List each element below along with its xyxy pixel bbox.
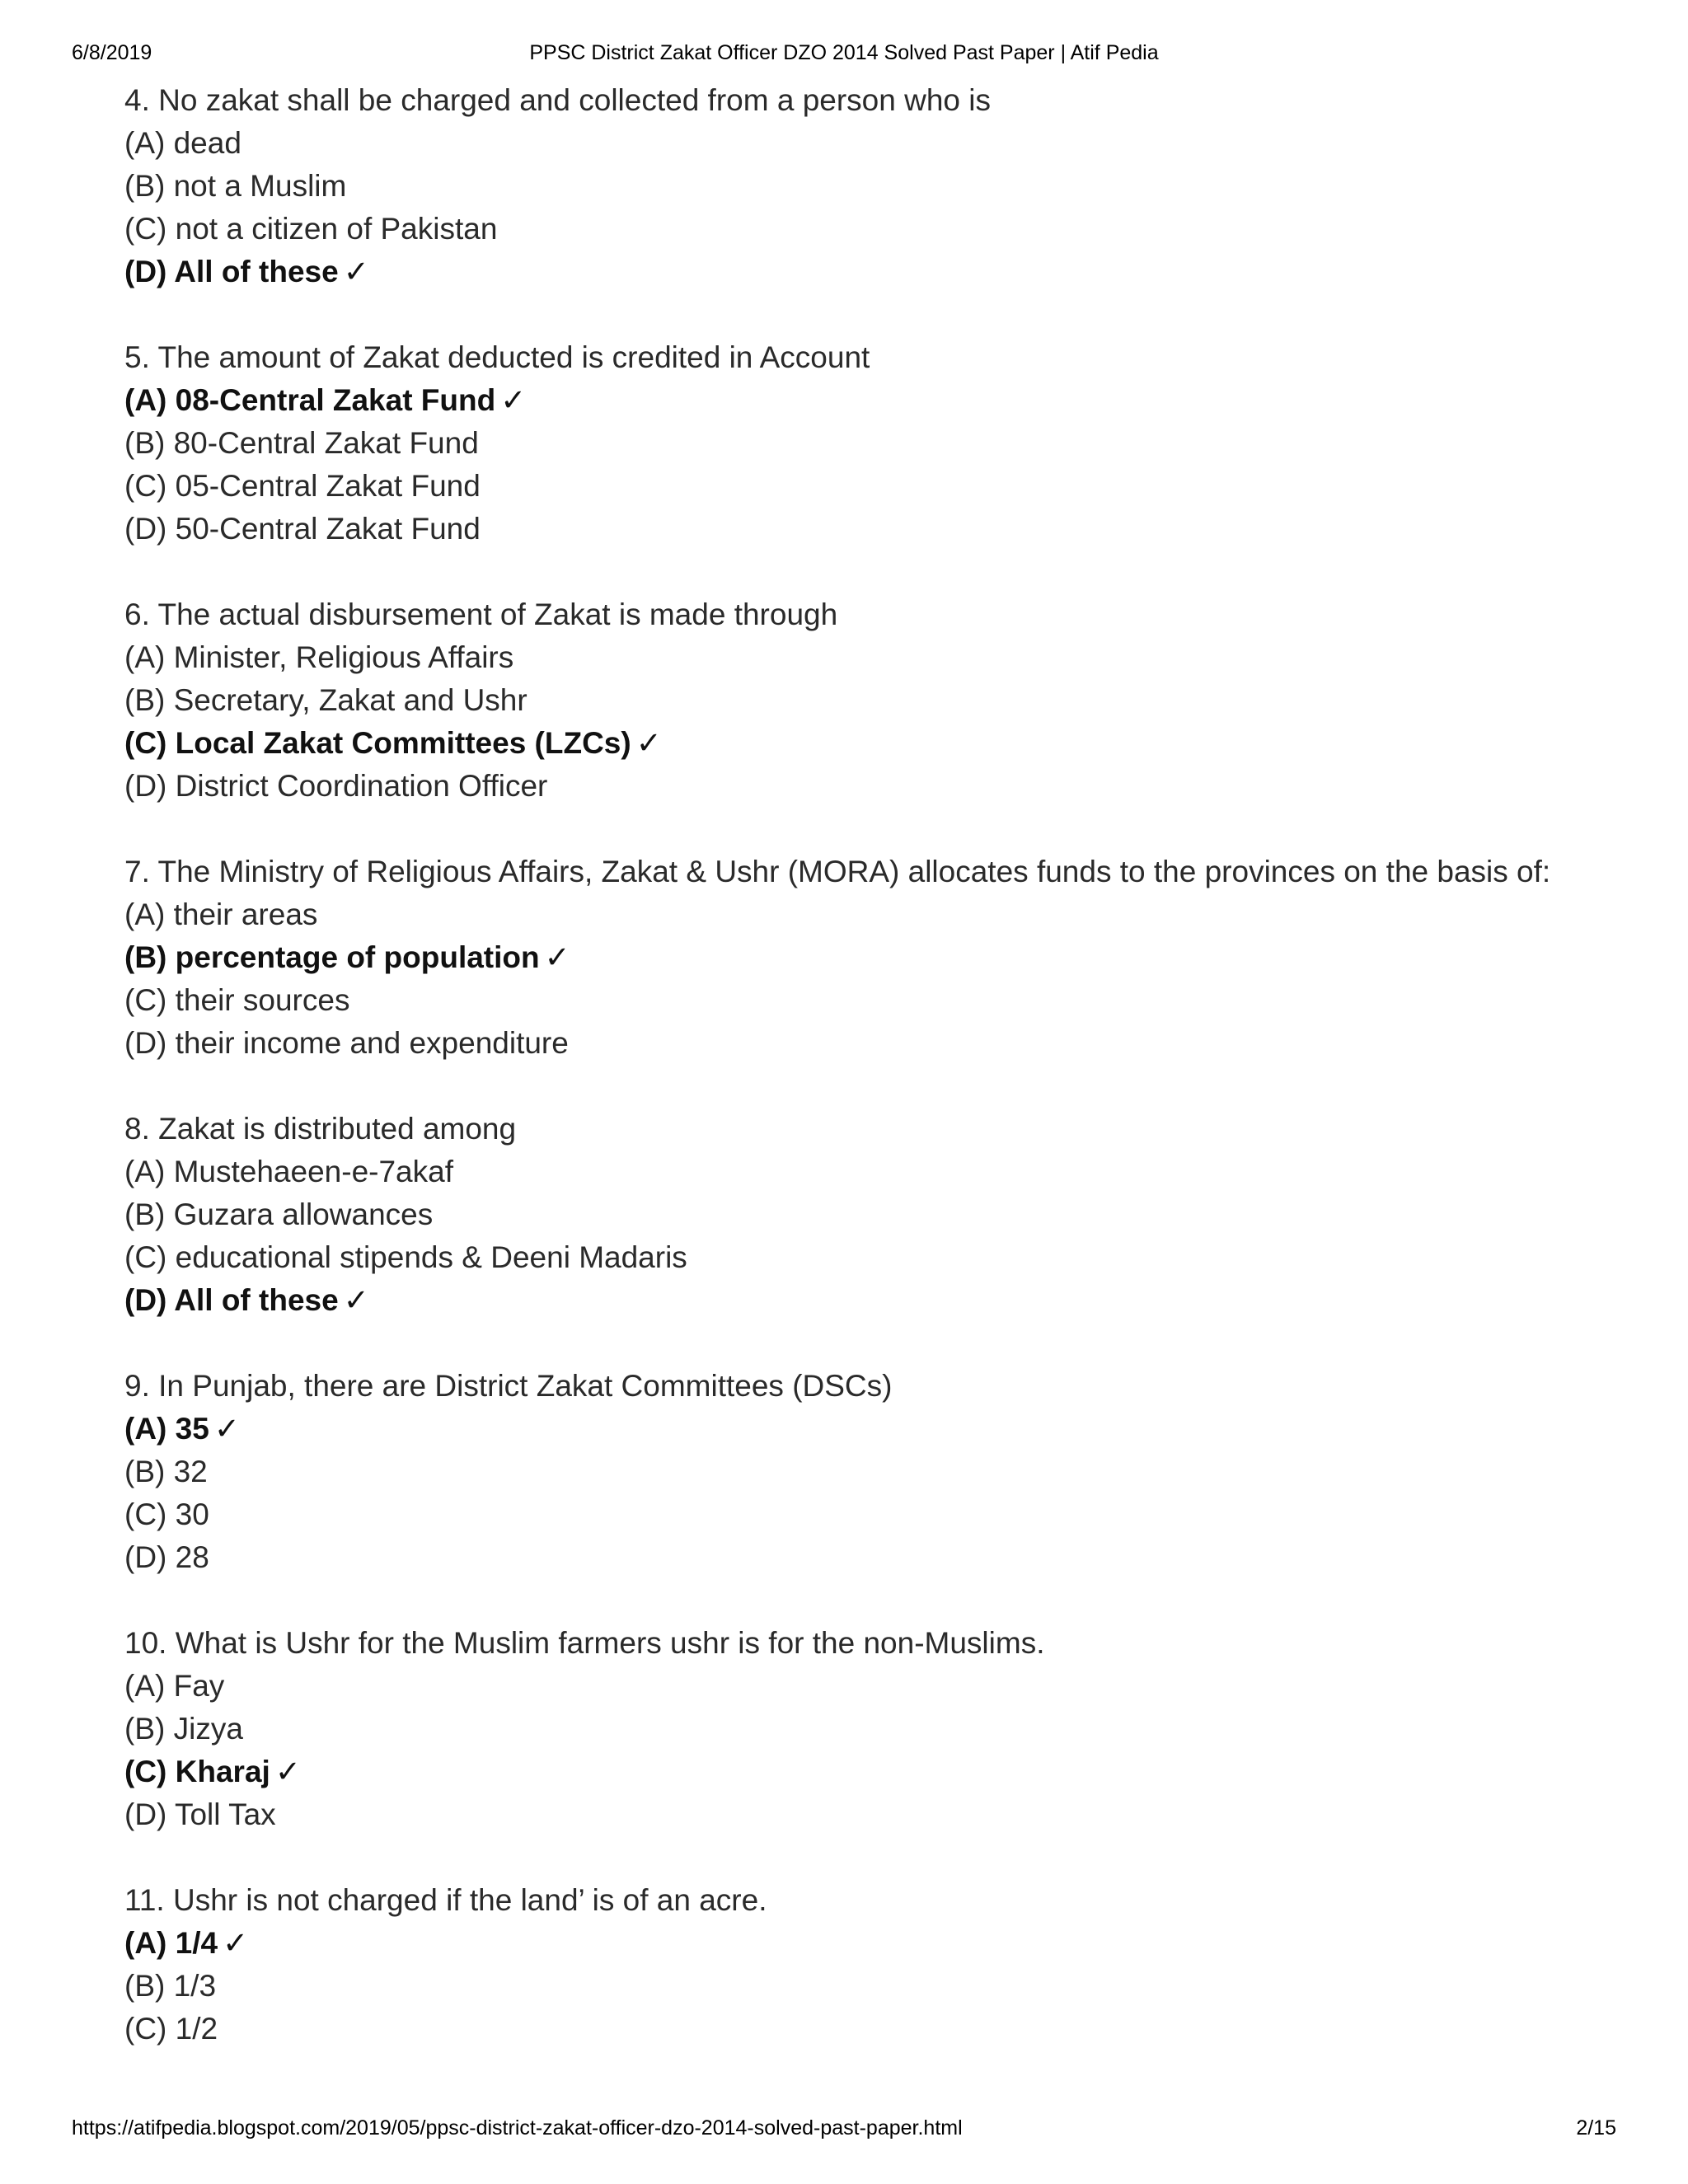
correct-answer-option — [124, 1750, 1608, 1793]
check-mark-icon: ✓ — [343, 255, 369, 288]
option-text: (A) 35 — [124, 1412, 209, 1446]
option-text: (A) Minister, Religious Affairs — [124, 640, 514, 674]
question-text: 9. In Punjab, there are District Zakat Committees (DSCs) — [124, 1369, 893, 1403]
answer-option — [124, 893, 1608, 936]
option-text: (C) their sources — [124, 983, 350, 1017]
print-header — [72, 41, 1616, 74]
option-text: (B) not a Muslim — [124, 169, 347, 203]
option-text: (C) Local Zakat Committees (LZCs) — [124, 726, 631, 760]
answer-option — [124, 1708, 1608, 1750]
answer-option — [124, 1022, 1608, 1065]
answer-option — [124, 122, 1608, 165]
question-block — [124, 79, 1608, 293]
answer-option — [124, 465, 1608, 508]
option-text: (B) 1/3 — [124, 1969, 217, 2003]
question-text: 8. Zakat is distributed among — [124, 1112, 517, 1146]
option-text: (C) 1/2 — [124, 2012, 218, 2046]
option-text: (C) Kharaj — [124, 1755, 270, 1788]
question-block — [124, 1365, 1608, 1579]
question-text: 7. The Ministry of Religious Affairs, Zakat & Ushr (MORA) allocates funds to the provinces on the basis of: — [124, 855, 1551, 888]
option-text: (D) their income and expenditure — [124, 1026, 569, 1060]
answer-option — [124, 1151, 1608, 1193]
check-mark-icon: ✓ — [213, 1412, 240, 1446]
answer-option — [124, 508, 1608, 551]
question-block — [124, 1879, 1608, 2050]
answer-option — [124, 1965, 1608, 2008]
answer-option — [124, 979, 1608, 1022]
option-text: (D) 50-Central Zakat Fund — [124, 512, 481, 546]
answer-option — [124, 679, 1608, 722]
option-text: (B) 80-Central Zakat Fund — [124, 426, 479, 460]
question-text: 5. The amount of Zakat deducted is credited in Account — [124, 340, 870, 374]
option-text: (D) All of these — [124, 1283, 339, 1317]
option-text: (C) 30 — [124, 1497, 209, 1531]
question-text: 6. The actual disbursement of Zakat is made through — [124, 598, 838, 631]
answer-option — [124, 765, 1608, 808]
option-text: (A) Fay — [124, 1669, 225, 1703]
check-mark-icon: ✓ — [223, 1926, 249, 1960]
question-block — [124, 593, 1608, 808]
check-mark-icon: ✓ — [274, 1755, 301, 1788]
correct-answer-option — [124, 1922, 1608, 1965]
option-text: (D) Toll Tax — [124, 1797, 276, 1831]
option-text: (C) 05-Central Zakat Fund — [124, 469, 481, 503]
page-title: PPSC District Zakat Officer DZO 2014 Solved Past Paper | Atif Pedia — [529, 41, 1159, 64]
page-number: 2/15 — [1576, 2116, 1616, 2139]
answer-option — [124, 1493, 1608, 1536]
question-block — [124, 336, 1608, 551]
answer-option — [124, 208, 1608, 251]
question-block — [124, 1622, 1608, 1836]
option-text: (B) 32 — [124, 1455, 208, 1488]
answer-option — [124, 165, 1608, 208]
question-list — [124, 79, 1608, 2093]
question-text: 11. Ushr is not charged if the land’ is of an acre. — [124, 1883, 767, 1917]
option-text: (D) 28 — [124, 1540, 209, 1574]
check-mark-icon: ✓ — [544, 940, 570, 974]
answer-option — [124, 422, 1608, 465]
check-mark-icon: ✓ — [343, 1283, 369, 1317]
correct-answer-option — [124, 1408, 1608, 1451]
check-mark-icon: ✓ — [500, 383, 527, 417]
option-text: (A) their areas — [124, 898, 318, 931]
answer-option — [124, 1665, 1608, 1708]
correct-answer-option — [124, 1279, 1608, 1322]
question-text: 4. No zakat shall be charged and collected from a person who is — [124, 83, 991, 117]
answer-option — [124, 1451, 1608, 1493]
option-text: (D) All of these — [124, 255, 339, 288]
answer-option — [124, 1793, 1608, 1836]
option-text: (A) dead — [124, 126, 241, 160]
question-text: 10. What is Ushr for the Muslim farmers ushr is for the non-Muslims. — [124, 1626, 1045, 1660]
print-date: 6/8/2019 — [72, 41, 152, 64]
option-text: (D) District Coordination Officer — [124, 769, 548, 803]
option-text: (C) not a citizen of Pakistan — [124, 212, 498, 246]
correct-answer-option — [124, 936, 1608, 979]
correct-answer-option — [124, 379, 1608, 422]
option-text: (C) educational stipends & Deeni Madaris — [124, 1240, 687, 1274]
option-text: (A) 1/4 — [124, 1926, 218, 1960]
option-text: (A) Mustehaeen-e-7akaf — [124, 1155, 453, 1188]
check-mark-icon: ✓ — [635, 726, 662, 760]
print-footer — [72, 2116, 1616, 2149]
correct-answer-option — [124, 722, 1608, 765]
option-text: (B) Secretary, Zakat and Ushr — [124, 683, 528, 717]
answer-option — [124, 2008, 1608, 2050]
answer-option — [124, 636, 1608, 679]
answer-option — [124, 1236, 1608, 1279]
question-block — [124, 1108, 1608, 1322]
answer-option — [124, 1193, 1608, 1236]
answer-option — [124, 1536, 1608, 1579]
correct-answer-option — [124, 251, 1608, 293]
option-text: (B) Guzara allowances — [124, 1197, 434, 1231]
option-text: (A) 08-Central Zakat Fund — [124, 383, 496, 417]
question-block — [124, 851, 1608, 1065]
option-text: (B) Jizya — [124, 1712, 243, 1746]
page-url: https://atifpedia.blogspot.com/2019/05/ppsc-district-zakat-officer-dzo-2014-solved-past-paper.html — [72, 2116, 963, 2139]
option-text: (B) percentage of population — [124, 940, 540, 974]
